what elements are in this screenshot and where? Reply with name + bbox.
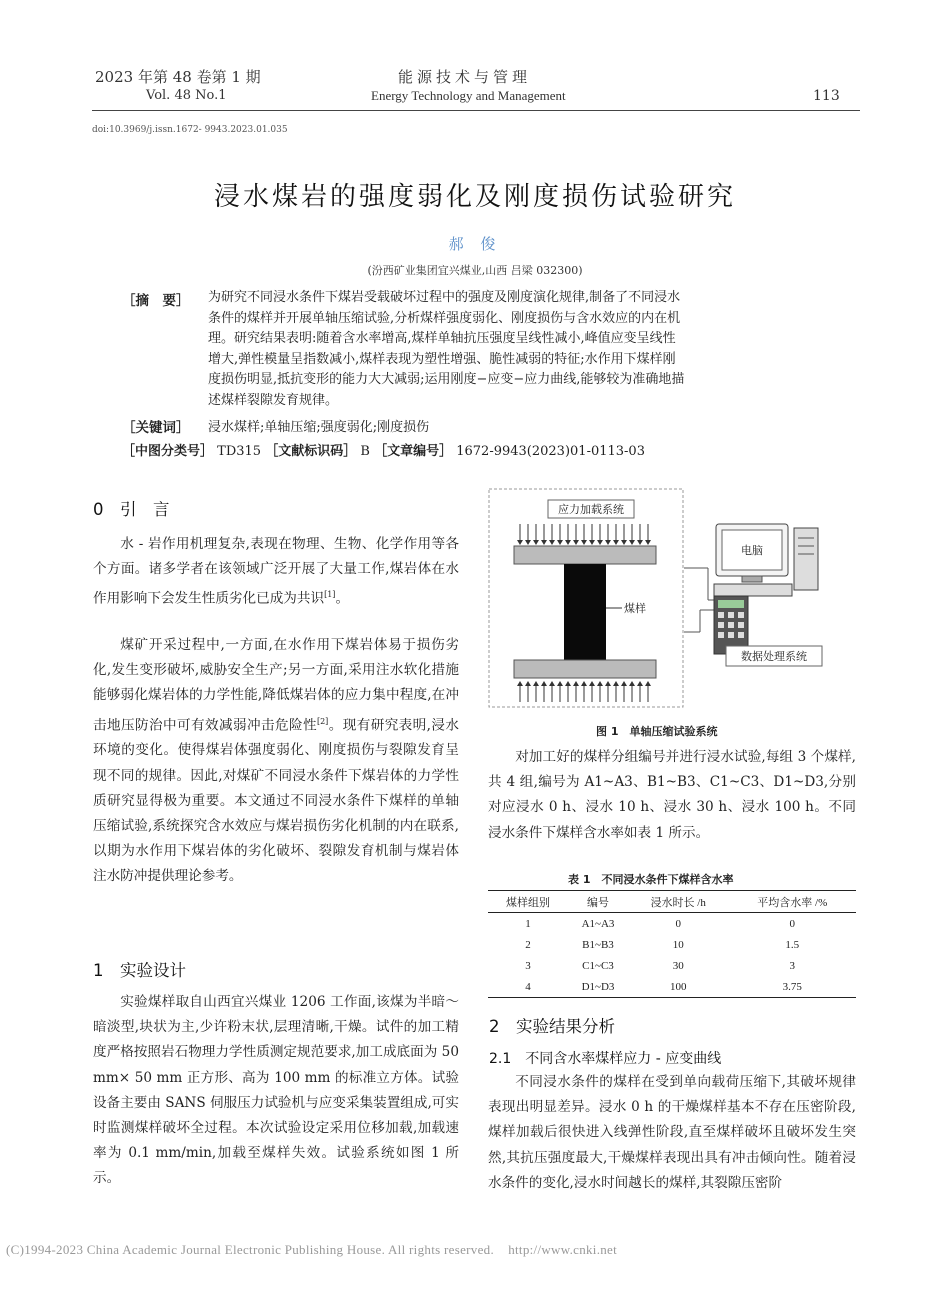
sample-label: 煤样	[624, 602, 646, 615]
table-header-cell: 编号	[586, 896, 609, 909]
header-year-issue: 2023 年第 48 卷第 1 期	[95, 68, 261, 86]
clc-value: TD315	[217, 444, 262, 459]
header-journal-en: Energy Technology and Management	[371, 88, 566, 103]
article-number-value: 1672-9943(2023)01-0113-03	[456, 444, 645, 459]
table-1-caption: 表 1 不同浸水条件下煤样含水率	[568, 873, 734, 886]
keywords-label: ［关键词］	[122, 420, 190, 436]
abstract-line: 为研究不同浸水条件下煤岩受载破坏过程中的强度及刚度演化规律,制备了不同浸水	[208, 290, 681, 305]
table-header-row	[488, 891, 856, 913]
citation-1[interactable]: [1]	[324, 590, 336, 600]
data-processing-label: 数据处理系统	[741, 650, 807, 663]
table-cell: C1~C3	[582, 959, 614, 972]
intro-p2-end: 。现有研究表明,浸水环境的变化。使得煤岩体强度弱化、刚度损伤与裂隙发育呈现不同的规律。因此,对煤矿不同浸水条件下煤岩体的力学性质研究显得极为重要。本文通过不同浸水条件下煤样的单轴压缩试验,系统探究含水效应与煤岩损伤劣化机制的内在联系,以期为水作用下煤岩体的劣化破坏、裂隙发育机制与煤岩体注水防冲提供理论参考。	[93, 717, 459, 885]
doc-code-label: ［文献标识码］	[265, 444, 357, 459]
abstract-line: 增大,弹性模量呈指数减小,煤样表现为塑性增强、脆性减弱的特征;水作用下煤样刚	[208, 351, 676, 367]
results-paragraph: 不同浸水条件的煤样在受到单向载荷压缩下,其破坏规律表现出明显差异。浸水 0 h 的干燥煤样基本不存在压密阶段,煤样加载后很快进入线弹性阶段,直至煤样破坏且破坏发生突然,其抗压强度最大,干燥煤样表现出具有冲击倾向性。随着浸水条件的变化,浸水时间越长的煤样,其裂隙压密阶	[488, 1074, 856, 1191]
table-cell: 2	[525, 938, 531, 951]
figure-1-loading-system	[488, 488, 684, 708]
header-rule	[92, 110, 860, 111]
author: 郝 俊	[448, 235, 502, 253]
abstract-line: 条件的煤样并开展单轴压缩试验,分析煤样强度弱化、刚度损伤与含水效应的内在机	[208, 310, 681, 326]
table-cell: 3	[525, 959, 531, 972]
paper-title: 浸水煤岩的强度弱化及刚度损伤试验研究	[213, 182, 736, 212]
table-cell: 10	[672, 938, 684, 951]
header-journal-cn: 能源技术与管理	[398, 68, 532, 86]
doi: doi:10.3969/j.issn.1672- 9943.2023.01.035	[92, 125, 288, 135]
section-results-heading: 2 实验结果分析	[489, 1017, 615, 1036]
table-header-cell: 平均含水率 /%	[757, 896, 828, 909]
affiliation: (汾西矿业集团宜兴煤业,山西 吕梁 032300)	[367, 264, 583, 277]
citation-2[interactable]: [2]	[316, 716, 329, 726]
figure-1-data-system	[684, 520, 844, 690]
intro-paragraph-2	[93, 633, 459, 890]
section-experiment-heading: 1 实验设计	[93, 961, 186, 980]
upper-loading-plate	[514, 546, 656, 564]
table-cell: 4	[525, 980, 531, 993]
table-header-cell: 煤样组别	[506, 896, 551, 909]
table-cell: D1~D3	[581, 980, 615, 993]
intro-p1-text: 水 - 岩作用机理复杂,表现在物理、生物、化学作用等各个方面。诸多学者在该领域广泛开展了大量工作,煤岩体在水作用影响下会发生性质劣化已成为共识	[93, 536, 459, 607]
computer-label: 电脑	[741, 544, 763, 557]
intro-p1-end: 。	[335, 590, 350, 607]
table-cell: B1~B3	[582, 938, 614, 951]
computer-tower	[794, 528, 818, 590]
table-row	[488, 913, 856, 935]
table-1	[488, 890, 856, 998]
table-cell: 1	[525, 917, 531, 930]
table-row	[488, 976, 856, 998]
grouping-paragraph: 对加工好的煤样分组编号并进行浸水试验,每组 3 个煤样,共 4 组,编号为 A1~A3、B1~B3、C1~C3、D1~D3,分别对应浸水 0 h、浸水 10 h、浸水 30 h、浸水 100 h。不同浸水条件下煤样含水率如表 1 所示。	[488, 749, 856, 841]
coal-sample	[564, 564, 606, 660]
table-cell: 30	[672, 959, 684, 972]
computer-base	[714, 584, 792, 596]
abstract-line: 理。研究结果表明:随着含水率增高,煤样单轴抗压强度呈线性减小,峰值应变呈线性	[208, 331, 676, 346]
lower-loading-plate	[514, 660, 656, 678]
table-row	[488, 955, 856, 976]
clc-label: ［中图分类号］	[122, 444, 214, 459]
table-cell: 0	[675, 917, 681, 930]
intro-p2-text: 煤矿开采过程中,一方面,在水作用下煤岩体易于损伤劣化,发生变形破坏,威胁安全生产;另一方面,采用注水软化措施能够弱化煤岩体的力学性能,降低煤岩体的应力集中程度,在冲击地压防治中可有效减弱冲击危险性	[93, 637, 459, 734]
table-header-cell: 浸水时长 /h	[650, 896, 706, 909]
doc-code-value: B	[360, 444, 370, 459]
header-page-number: 113	[813, 88, 840, 104]
header-vol-issue: Vol. 48 No.1	[146, 88, 227, 103]
abstract-label: ［摘 要］	[122, 293, 190, 309]
section-intro-heading: 0 引 言	[93, 500, 170, 519]
figure-1-caption: 图 1 单轴压缩试验系统	[596, 725, 718, 738]
intro-paragraph-1	[93, 532, 459, 612]
copyright-footer: (C)1994-2023 China Academic Journal Electronic Publishing House. All rights reserved. http://www.cnki.net	[6, 1242, 618, 1257]
table-cell: 3.75	[782, 980, 802, 993]
table-cell: 3	[789, 959, 796, 972]
abstract-line: 度损伤明显,抵抗变形的能力大大减弱;运用刚度−应变−应力曲线,能够较为准确地描	[208, 372, 685, 387]
experiment-paragraph: 实验煤样取自山西宜兴煤业 1206 工作面,该煤为半暗～暗淡型,块状为主,少许粉末状,层理清晰,干燥。试件的加工精度严格按照岩石物理力学性质测定规范要求,加工成底面为 50 mm× 50 mm 正方形、高为 100 mm 的标准立方体。试验设备主要由 SANS 伺服压力试验机与应变采集装置组成,可实时监测煤样破坏全过程。本次试验设定采用位移加载,加载速率为 0.1 mm/min,加载至煤样失效。试验系统如图 1 所示。	[93, 994, 459, 1187]
keywords-text: 浸水煤样;单轴压缩;强度弱化;刚度损伤	[208, 420, 430, 435]
table-cell: A1~A3	[581, 917, 615, 930]
table-cell: 0	[789, 917, 796, 930]
abstract-line: 述煤样裂隙发育规律。	[208, 392, 339, 408]
classification-line	[122, 440, 645, 459]
article-number-label: ［文章编号］	[374, 444, 453, 459]
subsection-stress-strain-heading: 2.1 不同含水率煤样应力 - 应变曲线	[489, 1051, 722, 1067]
abstract-body	[208, 288, 848, 411]
table-row	[488, 934, 856, 955]
table-cell: 100	[669, 980, 687, 993]
table-cell: 1.5	[785, 938, 800, 951]
loading-system-label: 应力加载系统	[558, 503, 624, 516]
